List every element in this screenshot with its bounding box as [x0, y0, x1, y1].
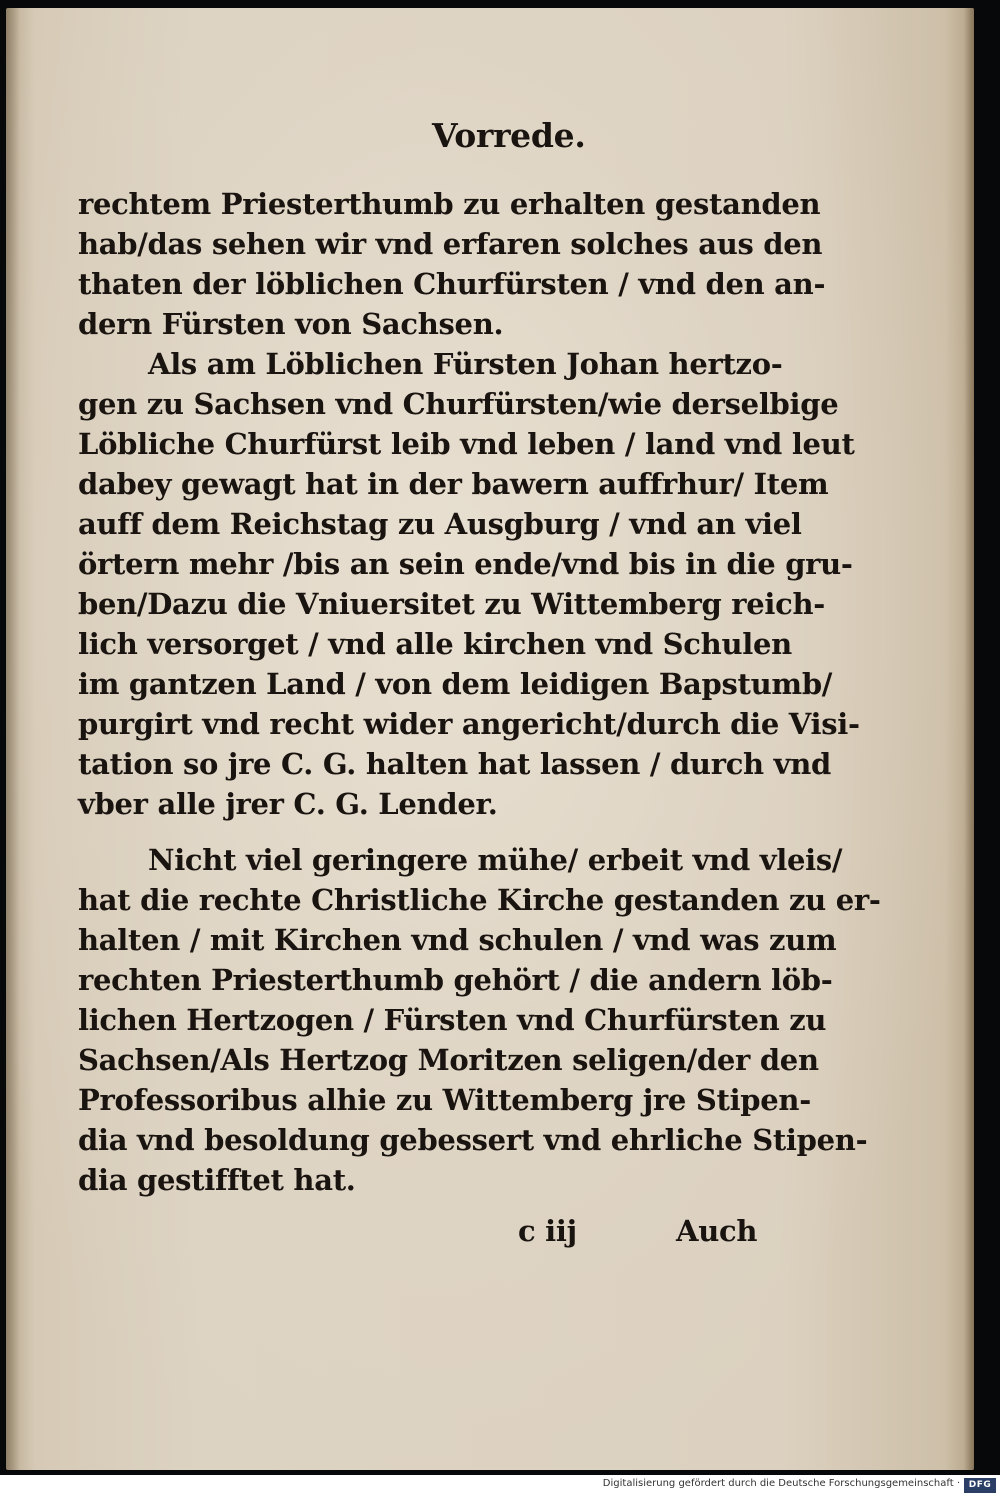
text-line: ben/Dazu die Vniuersitet zu Wittemberg reich-: [78, 587, 825, 621]
text-line: Sachsen/Als Hertzog Moritzen seligen/der den: [78, 1043, 819, 1077]
credit-bar: [0, 1475, 1000, 1498]
text-line: hab/das sehen wir vnd erfaren solches aus den: [78, 227, 823, 261]
text-line: Professoribus alhie zu Wittemberg jre Stipen-: [78, 1083, 811, 1117]
text-line: örtern mehr /bis an sein ende/vnd bis in die gru-: [78, 547, 853, 581]
text-line: auff dem Reichstag zu Ausgburg / vnd an viel: [78, 507, 802, 541]
signature-mark: c iij: [518, 1214, 577, 1248]
text-line: vber alle jrer C. G. Lender.: [78, 787, 498, 821]
text-line: lich versorget / vnd alle kirchen vnd Schulen: [78, 627, 792, 661]
text-line: tation so jre C. G. halten hat lassen / durch vnd: [78, 747, 831, 781]
text-line: Als am Löblichen Fürsten Johan hertzo-: [148, 347, 783, 381]
catchword: Auch: [676, 1214, 758, 1248]
text-line: im gantzen Land / von dem leidigen Bapstumb/: [78, 667, 833, 701]
text-line: gen zu Sachsen vnd Churfürsten/wie derselbige: [78, 387, 839, 421]
text-line: lichen Hertzogen / Fürsten vnd Churfürsten zu: [78, 1003, 827, 1037]
text-line: dia vnd besoldung gebessert vnd ehrliche Stipen-: [78, 1123, 868, 1157]
text-line: dia gestifftet hat.: [78, 1163, 356, 1197]
text-line: hat die rechte Christliche Kirche gestanden zu er-: [78, 883, 881, 917]
text-line: rechten Priesterthumb gehört / die andern löb-: [78, 963, 833, 997]
text-line: purgirt vnd recht wider angericht/durch die Visi-: [78, 707, 860, 741]
spine-shadow: [6, 8, 20, 1470]
text-line: Nicht viel geringere mühe/ erbeit vnd vleis/: [148, 843, 843, 877]
text-line: dern Fürsten von Sachsen.: [78, 307, 504, 341]
text-line: halten / mit Kirchen vnd schulen / vnd was zum: [78, 923, 837, 957]
text-line: Löbliche Churfürst leib vnd leben / land vnd leut: [78, 427, 855, 461]
text-line: thaten der löblichen Churfürsten / vnd den an-: [78, 267, 826, 301]
dfg-logo-icon: DFG: [964, 1478, 996, 1493]
page-edge: [964, 8, 974, 1470]
text-line: dabey gewagt hat in der bawern auffrhur/ Item: [78, 467, 829, 501]
credit-text: Digitalisierung gefördert durch die Deutsche Forschungsgemeinschaft ·: [602, 1478, 960, 1489]
text-line: rechtem Priesterthumb zu erhalten gestanden: [78, 187, 821, 221]
running-header: Vorrede.: [432, 116, 586, 155]
